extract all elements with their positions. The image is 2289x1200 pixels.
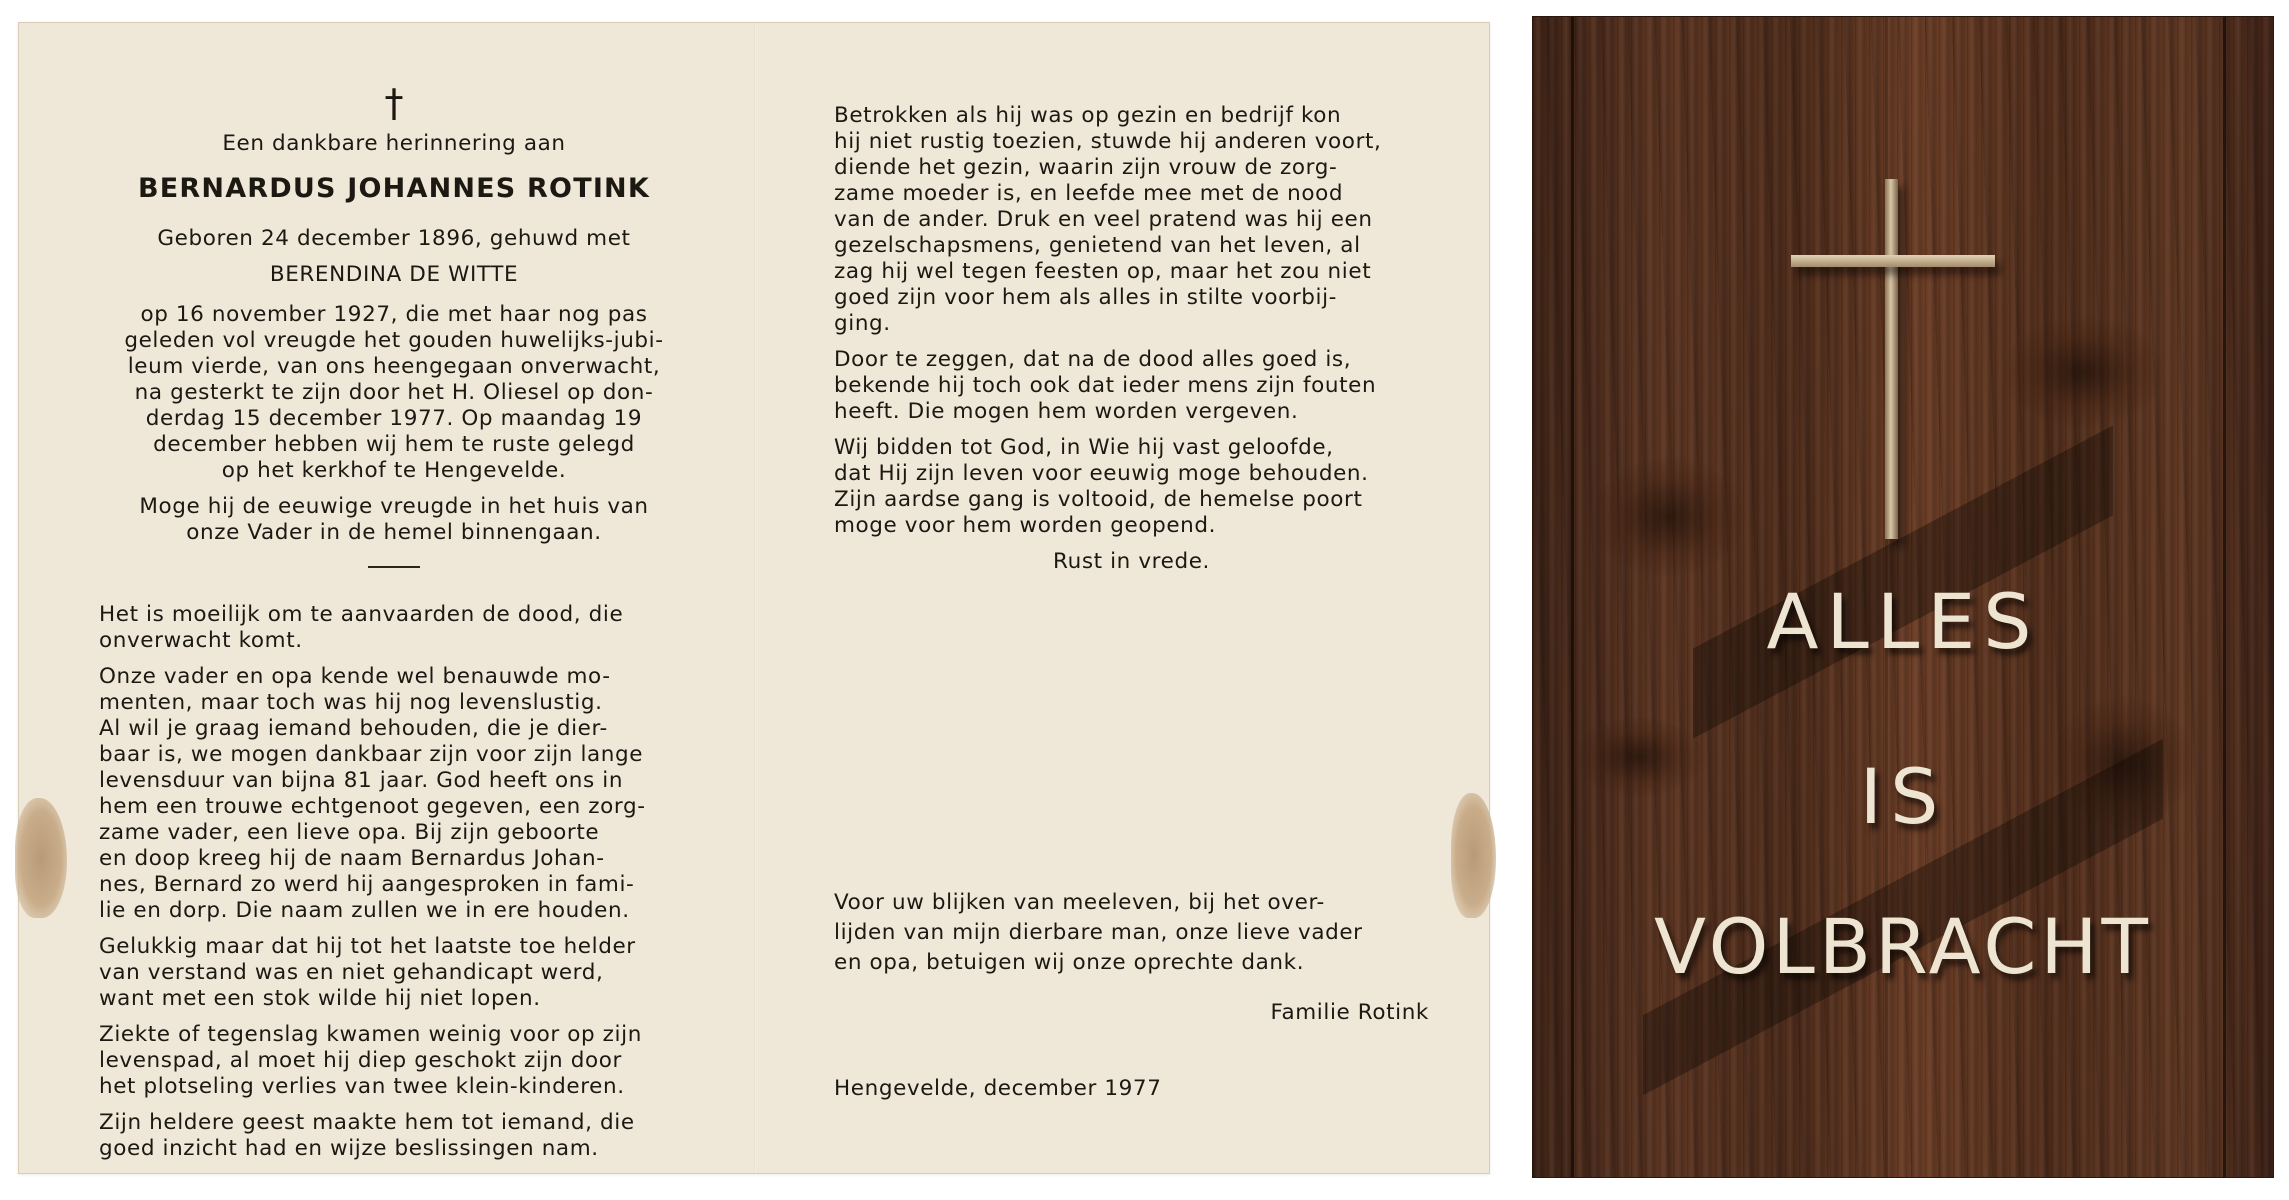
text-line: moge voor hem worden geopend. [834, 513, 1217, 538]
text-line: hem een trouwe echtgenoot gegeven, een zorg- [99, 794, 646, 819]
wood-knot [2003, 317, 2163, 427]
card-fold-line [754, 23, 756, 1173]
birth-line: Geboren 24 december 1896, gehuwd met [157, 226, 631, 251]
cover-word-alles: ALLES [1766, 577, 2040, 666]
deceased-name: BERNARDUS JOHANNES ROTINK [138, 173, 650, 204]
text-line: dat Hij zijn leven voor eeuwig moge behouden. [834, 461, 1369, 486]
place-date: Hengevelde, december 1977 [834, 1076, 1162, 1101]
tribute-text [834, 103, 1429, 575]
text-line: zag hij wel tegen feesten op, maar het zou niet [834, 259, 1372, 284]
text-line: levensduur van bijna 81 jaar. God heeft ons in [99, 768, 624, 793]
prayer-card-cover [1532, 16, 2274, 1178]
cross-icon: † [384, 81, 404, 125]
text-line: van de ander. Druk en veel pratend was hij een [834, 207, 1373, 232]
prayer-block [99, 494, 689, 546]
text-line: Zijn heldere geest maakte hem tot iemand, die [99, 1110, 635, 1135]
cover-word-volbracht: VOLBRACHT [1654, 902, 2152, 991]
text-line: Gelukkig maar dat hij tot het laatste toe helder [99, 934, 636, 959]
text-line: lie en dorp. Die naam zullen we in ere houden. [99, 898, 630, 923]
text-line: en opa, betuigen wij onze oprechte dank. [834, 950, 1305, 975]
text-line: Ziekte of tegenslag kwamen weinig voor op zijn [99, 1022, 642, 1047]
text-line: menten, maar toch was hij nog levenslustig. [99, 690, 603, 715]
text-line: heeft. Die mogen hem worden vergeven. [834, 399, 1299, 424]
text-line: op 16 november 1927, die met haar nog pas [140, 302, 648, 327]
text-line: diende het gezin, waarin zijn vrouw de zorg- [834, 155, 1338, 180]
memorial-text [99, 602, 689, 1162]
text-line: lijden van mijn dierbare man, onze lieve vader [834, 920, 1363, 945]
text-line: onverwacht komt. [99, 628, 303, 653]
text-line: op het kerkhof te Hengevelde. [221, 458, 567, 483]
text-line: zame moeder is, en leefde mee met de nood [834, 181, 1344, 206]
text-line: want met een stok wilde hij niet lopen. [99, 986, 541, 1011]
text-line: van verstand was en niet gehandicapt werd, [99, 960, 604, 985]
thanks-block [834, 888, 1429, 1026]
left-edge-stain [15, 798, 67, 918]
text-line: Door te zeggen, dat na de dood alles goed is, [834, 347, 1352, 372]
text-line: baar is, we mogen dankbaar zijn voor zijn lange [99, 742, 644, 767]
text-line: onze Vader in de hemel binnengaan. [186, 520, 602, 545]
text-line: goed zijn voor hem als alles in stilte voorbij- [834, 285, 1338, 310]
text-line: Al wil je graag iemand behouden, die je dier- [99, 716, 608, 741]
text-line: na gesterkt te zijn door het H. Oliesel op don- [134, 380, 654, 405]
rest-in-peace: Rust in vrede. [1053, 549, 1210, 574]
text-line: ging. [834, 311, 891, 336]
text-line: Betrokken als hij was op gezin en bedrijf kon [834, 103, 1342, 128]
text-line: bekende hij toch ook dat ieder mens zijn fouten [834, 373, 1377, 398]
life-summary [99, 302, 689, 484]
text-line: derdag 15 december 1977. Op maandag 19 [145, 406, 643, 431]
cover-cross-icon [1885, 179, 1898, 539]
text-line: zame vader, een lieve opa. Bij zijn geboorte [99, 820, 600, 845]
text-line: gezelschapsmens, genietend van het leven, al [834, 233, 1361, 258]
text-line: levenspad, al moet hij diep geschokt zijn door [99, 1048, 622, 1073]
cover-cross-bar [1791, 255, 1995, 267]
text-line: december hebben wij hem te ruste gelegd [153, 432, 635, 457]
text-line: Onze vader en opa kende wel benauwde mo- [99, 664, 611, 689]
text-line: geleden vol vreugde het gouden huwelijks-jubi- [124, 328, 664, 353]
right-edge-stain [1451, 793, 1496, 918]
spouse-name: BERENDINA DE WITTE [269, 262, 519, 287]
cover-word-is: IS [1859, 752, 1947, 841]
intro-line: Een dankbare herinnering aan [222, 131, 566, 156]
text-line: en doop kreeg hij de naam Bernardus Johan- [99, 846, 605, 871]
text-line: goed inzicht had en wijze beslissingen nam. [99, 1136, 599, 1161]
left-page [99, 83, 689, 1162]
text-line: het plotseling verlies van twee klein-kinderen. [99, 1074, 625, 1099]
text-line: Het is moeilijk om te aanvaarden de dood, die [99, 602, 624, 627]
right-page [834, 103, 1429, 1101]
text-line: leum vierde, van ons heengegaan onverwacht, [127, 354, 661, 379]
text-line: nes, Bernard zo werd hij aangesproken in fami- [99, 872, 635, 897]
wood-knot [1593, 457, 1743, 577]
text-line: Voor uw blijken van meeleven, bij het over- [834, 890, 1325, 915]
text-line: hij niet rustig toezien, stuwde hij anderen voort, [834, 129, 1382, 154]
family-signature: Familie Rotink [1270, 1000, 1429, 1025]
text-line: Moge hij de eeuwige vreugde in het huis van [139, 494, 649, 519]
section-divider [368, 566, 420, 568]
text-line: Zijn aardse gang is voltooid, de hemelse poort [834, 487, 1363, 512]
text-line: Wij bidden tot God, in Wie hij vast geloofde, [834, 435, 1334, 460]
prayer-card-inside [18, 22, 1490, 1174]
